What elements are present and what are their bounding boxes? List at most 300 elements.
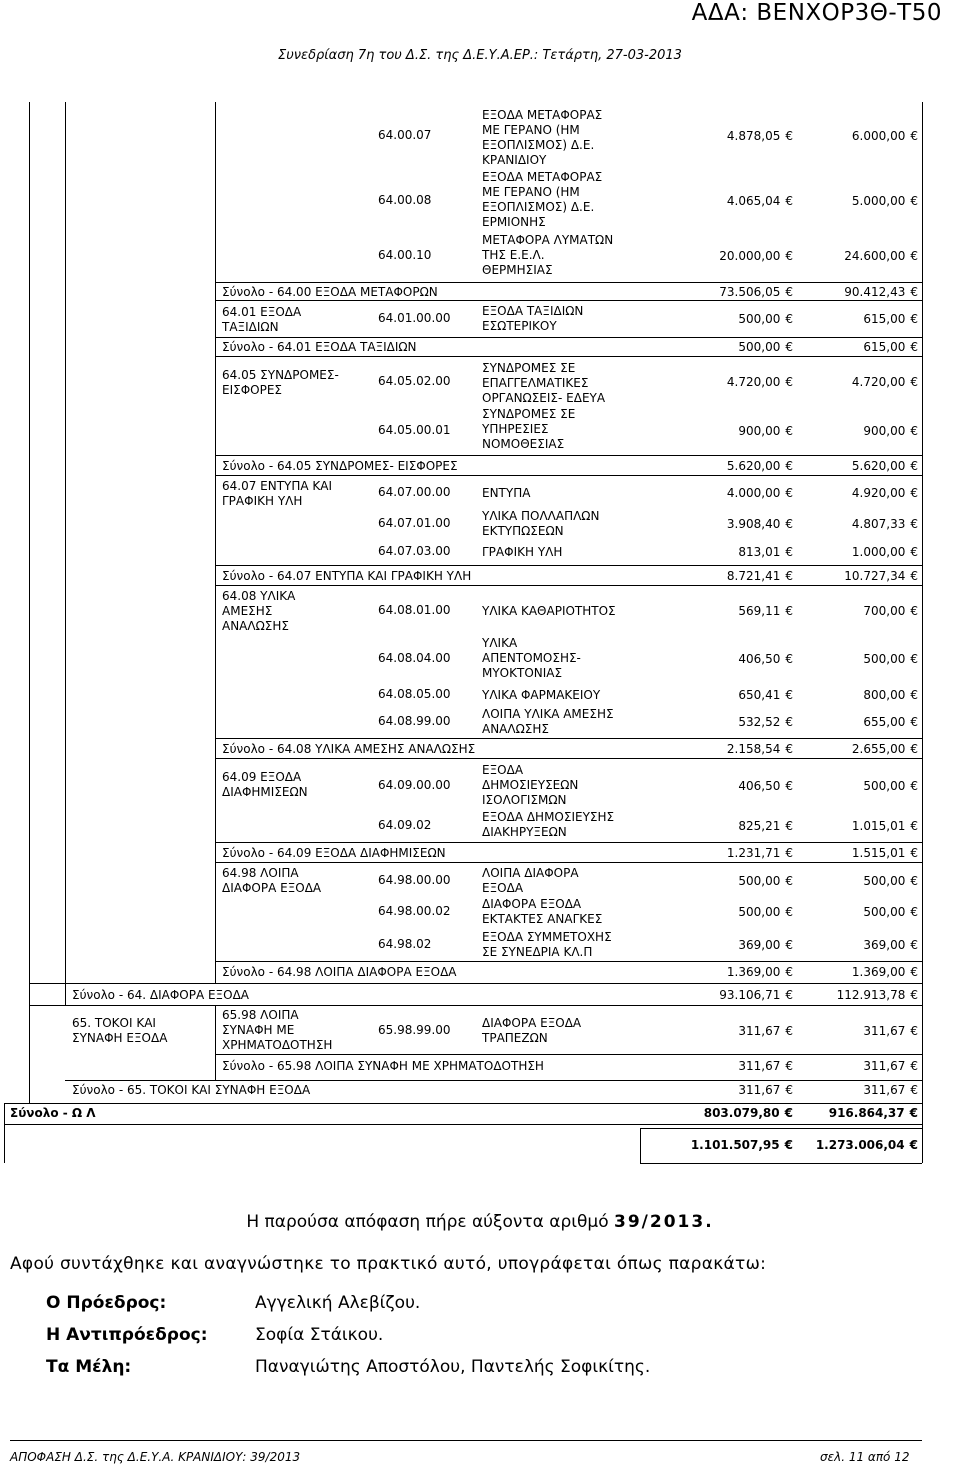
account-code: 64.98.00.00 xyxy=(378,873,451,887)
euro-icon: € xyxy=(785,905,793,919)
euro-icon: € xyxy=(784,1106,793,1120)
value-2013-amount: 800,00 xyxy=(863,688,906,702)
value-2012-amount: 500,00 xyxy=(738,312,781,326)
group-label: 65.98 ΛΟΙΠΑ xyxy=(222,1008,299,1022)
value-2012-amount: 4.720,00 xyxy=(726,375,781,389)
euro-icon: € xyxy=(910,819,918,833)
subtotal-label: Σύνολο - 65. ΤΟΚΟΙ ΚΑΙ ΣΥΝΑΦΗ ΕΞΟΔΑ xyxy=(72,1083,311,1097)
value-2012 xyxy=(727,459,793,474)
decision-line xyxy=(0,1212,960,1232)
account-code: 64.07.03.00 xyxy=(378,544,451,558)
account-description: ΑΝΑΛΩΣΗΣ xyxy=(482,722,549,736)
account-description: ΔΙΑΦΟΡΑ ΕΞΟΔΑ xyxy=(482,1016,582,1030)
value-2013 xyxy=(844,249,918,264)
account-description: ΕΞΟΠΛΙΣΜΟΣ) Δ.Ε. xyxy=(482,138,595,152)
account-code: 64.05.02.00 xyxy=(378,374,451,388)
value-2012-amount: 825,21 xyxy=(738,819,781,833)
account-description: ΔΗΜΟΣΙΕΥΣΕΩΝ xyxy=(482,778,579,792)
euro-icon: € xyxy=(910,988,918,1002)
row-divider xyxy=(640,1128,922,1129)
account-code: 65.98.99.00 xyxy=(378,1023,451,1037)
grand-total-2013-amount: 1.273.006,04 xyxy=(815,1138,905,1152)
column-divider xyxy=(215,1005,216,1080)
euro-icon: € xyxy=(910,375,918,389)
account-description: ΜΕ ΓΕΡΑΝΟ (ΗΜ xyxy=(482,185,580,199)
value-2013-amount: 5.620,00 xyxy=(851,459,906,473)
value-2012-amount: 1.369,00 xyxy=(726,965,781,979)
value-2013 xyxy=(863,874,918,889)
value-2013-amount: 6.000,00 xyxy=(851,129,906,143)
account-code: 64.05.00.01 xyxy=(378,423,451,437)
value-2012 xyxy=(704,1106,793,1121)
row-divider xyxy=(215,1054,922,1055)
signature-name-president: Αγγελική Αλεβίζου. xyxy=(255,1293,421,1313)
value-2013-amount: 4.720,00 xyxy=(851,375,906,389)
euro-icon: € xyxy=(785,819,793,833)
row-divider xyxy=(4,1103,922,1104)
account-description: ΜΕ ΓΕΡΑΝΟ (ΗΜ xyxy=(482,123,580,137)
row-divider xyxy=(29,983,922,984)
value-2012 xyxy=(738,1024,793,1039)
account-code: 64.07.00.00 xyxy=(378,485,451,499)
euro-icon: € xyxy=(785,194,793,208)
euro-icon: € xyxy=(785,779,793,793)
euro-icon: € xyxy=(910,424,918,438)
value-2012 xyxy=(738,652,793,667)
value-2012 xyxy=(738,340,793,355)
ada-header: ΑΔΑ: ΒΕΝΧΟΡ3Θ-Τ50 xyxy=(691,0,942,26)
column-divider xyxy=(65,102,66,1005)
row-divider xyxy=(65,1080,922,1081)
value-2012 xyxy=(738,1083,793,1098)
value-2013-amount: 500,00 xyxy=(863,779,906,793)
value-2013-amount: 90.412,43 xyxy=(844,285,906,299)
value-2013-amount: 4.920,00 xyxy=(851,486,906,500)
subtotal-label: Σύνολο - 64.01 ΕΞΟΔΑ ΤΑΞΙΔΙΩΝ xyxy=(222,340,417,354)
euro-icon: € xyxy=(785,1024,793,1038)
value-2012-amount: 311,67 xyxy=(738,1059,781,1073)
account-description: ΣΥΝΔΡΟΜΕΣ ΣΕ xyxy=(482,407,576,421)
value-2012-amount: 803.079,80 xyxy=(703,1106,780,1120)
account-description: ΛΟΙΠΑ ΔΙΑΦΟΡΑ xyxy=(482,866,579,880)
euro-icon: € xyxy=(910,486,918,500)
group-label: ΣΥΝΑΦΗ ΜΕ xyxy=(222,1023,295,1037)
euro-icon: € xyxy=(910,285,918,299)
euro-icon: € xyxy=(910,249,918,263)
account-description: ΓΡΑΦΙΚΗ ΥΛΗ xyxy=(482,545,563,559)
value-2012-amount: 500,00 xyxy=(738,874,781,888)
account-description: ΕΞΟΔΑ xyxy=(482,763,524,777)
row-divider xyxy=(215,475,922,476)
value-2012-amount: 532,52 xyxy=(738,715,781,729)
group-label: 64.08 ΥΛΙΚΑ xyxy=(222,589,296,603)
row-divider xyxy=(29,1005,922,1006)
account-description: ΕΞΟΔΑ ΤΑΞΙΔΙΩΝ xyxy=(482,304,584,318)
euro-icon: € xyxy=(785,652,793,666)
signature-role-president: Ο Πρόεδρος: xyxy=(46,1293,167,1313)
value-2012 xyxy=(727,517,793,532)
value-2012 xyxy=(727,846,793,861)
value-2013 xyxy=(852,459,918,474)
subtotal-label: Σύνολο - 64.07 ΕΝΤΥΠΑ ΚΑΙ ΓΡΑΦΙΚΗ ΥΛΗ xyxy=(222,569,472,583)
grand-total-2012-amount: 1.101.507,95 xyxy=(690,1138,780,1152)
value-2013 xyxy=(837,988,918,1003)
value-2013 xyxy=(863,688,918,703)
value-2012 xyxy=(738,545,793,560)
euro-icon: € xyxy=(785,846,793,860)
euro-icon: € xyxy=(910,194,918,208)
account-code: 64.08.99.00 xyxy=(378,714,451,728)
value-2013 xyxy=(844,569,918,584)
value-2012-amount: 4.000,00 xyxy=(726,486,781,500)
euro-icon: € xyxy=(785,988,793,1002)
account-description: ΕΣΩΤΕΡΙΚΟΥ xyxy=(482,319,557,333)
euro-icon: € xyxy=(909,1138,918,1152)
row-divider xyxy=(215,862,922,863)
account-code: 64.98.02 xyxy=(378,937,432,951)
value-2013-amount: 615,00 xyxy=(863,312,906,326)
value-2013 xyxy=(863,715,918,730)
account-description: ΔΙΑΚΗΡΥΞΕΩΝ xyxy=(482,825,567,839)
value-2012 xyxy=(719,285,793,300)
euro-icon: € xyxy=(910,846,918,860)
euro-icon: € xyxy=(910,1024,918,1038)
subtotal-label: Σύνολο - 64. ΔΙΑΦΟΡΑ ΕΞΟΔΑ xyxy=(72,988,250,1002)
value-2012-amount: 93.106,71 xyxy=(719,988,781,1002)
value-2012 xyxy=(738,905,793,920)
value-2012 xyxy=(738,938,793,953)
value-2012-amount: 406,50 xyxy=(738,652,781,666)
account-description: ΝΟΜΟΘΕΣΙΑΣ xyxy=(482,437,565,451)
group-label: ΓΡΑΦΙΚΗ ΥΛΗ xyxy=(222,494,303,508)
account-description: ΕΚΤΥΠΩΣΕΩΝ xyxy=(482,524,564,538)
value-2012 xyxy=(727,375,793,390)
account-description: ΥΛΙΚΑ ΚΑΘΑΡΙΟΤΗΤΟΣ xyxy=(482,604,616,618)
row-divider xyxy=(215,300,922,301)
subtotal-label: Σύνολο - 64.09 ΕΞΟΔΑ ΔΙΑΦΗΜΙΣΕΩΝ xyxy=(222,846,446,860)
account-description: ΟΡΓΑΝΩΣΕΙΣ- ΕΔΕΥΑ xyxy=(482,391,606,405)
value-2012-amount: 4.065,04 xyxy=(726,194,781,208)
column-divider xyxy=(4,1103,5,1163)
row-divider xyxy=(215,758,922,759)
value-2012-amount: 406,50 xyxy=(738,779,781,793)
value-2013 xyxy=(863,1059,918,1074)
value-2013-amount: 311,67 xyxy=(863,1083,906,1097)
euro-icon: € xyxy=(784,1138,793,1152)
value-2013-amount: 1.515,01 xyxy=(851,846,906,860)
euro-icon: € xyxy=(785,1083,793,1097)
value-2012-amount: 500,00 xyxy=(738,340,781,354)
euro-icon: € xyxy=(910,779,918,793)
value-2012 xyxy=(738,688,793,703)
value-2013-amount: 615,00 xyxy=(863,340,906,354)
value-2012 xyxy=(738,779,793,794)
signature-role-vice-president: Η Αντιπρόεδρος: xyxy=(46,1325,208,1345)
value-2012 xyxy=(719,249,793,264)
value-2012 xyxy=(727,129,793,144)
row-divider xyxy=(215,585,922,586)
account-description: ΑΠΕΝΤΟΜΟΣΗΣ- xyxy=(482,651,581,665)
column-divider xyxy=(215,102,216,983)
euro-icon: € xyxy=(910,742,918,756)
value-2012 xyxy=(727,965,793,980)
account-description: ΕΞΟΔΑ ΣΥΜΜΕΤΟΧΗΣ xyxy=(482,930,612,944)
value-2013 xyxy=(852,129,918,144)
row-divider xyxy=(215,961,922,962)
account-code: 64.01.00.00 xyxy=(378,311,451,325)
value-2013-amount: 5.000,00 xyxy=(851,194,906,208)
euro-icon: € xyxy=(785,249,793,263)
euro-icon: € xyxy=(785,604,793,618)
signature-role-members: Τα Μέλη: xyxy=(46,1357,132,1377)
value-2012-amount: 2.158,54 xyxy=(726,742,781,756)
account-code: 64.09.02 xyxy=(378,818,432,832)
value-2013 xyxy=(852,486,918,501)
value-2013-amount: 10.727,34 xyxy=(844,569,906,583)
subtotal-label: Σύνολο - 64.05 ΣΥΝΔΡΟΜΕΣ- ΕΙΣΦΟΡΕΣ xyxy=(222,459,458,473)
account-code: 64.98.00.02 xyxy=(378,904,451,918)
value-2013-amount: 311,67 xyxy=(863,1024,906,1038)
subtotal-label: Σύνολο - 64.98 ΛΟΙΠΑ ΔΙΑΦΟΡΑ ΕΞΟΔΑ xyxy=(222,965,457,979)
euro-icon: € xyxy=(910,340,918,354)
account-code: 64.08.05.00 xyxy=(378,687,451,701)
value-2012 xyxy=(727,742,793,757)
value-2012 xyxy=(727,194,793,209)
euro-icon: € xyxy=(910,652,918,666)
value-2013-amount: 1.015,01 xyxy=(851,819,906,833)
value-2012-amount: 569,11 xyxy=(738,604,781,618)
value-2012 xyxy=(738,1059,793,1074)
value-2012-amount: 369,00 xyxy=(738,938,781,952)
value-2012-amount: 900,00 xyxy=(738,424,781,438)
signed-text: Αφού συντάχθηκε και αναγνώστηκε το πρακτικό αυτό, υπογράφεται όπως παρακάτω: xyxy=(10,1254,767,1274)
euro-icon: € xyxy=(910,874,918,888)
group-label: ΔΙΑΦΗΜΙΣΕΩΝ xyxy=(222,785,308,799)
euro-icon: € xyxy=(785,424,793,438)
value-2012 xyxy=(738,874,793,889)
value-2012 xyxy=(738,715,793,730)
account-description: ΕΞΟΔΑ ΜΕΤΑΦΟΡΑΣ xyxy=(482,170,603,184)
subtotal-label: Σύνολο - 65.98 ΛΟΙΠΑ ΣΥΝΑΦΗ ΜΕ ΧΡΗΜΑΤΟΔΟΤΗΣΗ xyxy=(222,1059,544,1073)
value-2013-amount: 500,00 xyxy=(863,905,906,919)
value-2013 xyxy=(863,604,918,619)
value-2013 xyxy=(863,340,918,355)
group-label: ΣΥΝΑΦΗ ΕΞΟΔΑ xyxy=(72,1031,168,1045)
value-2012 xyxy=(738,424,793,439)
value-2013 xyxy=(852,194,918,209)
group-label: 64.98 ΛΟΙΠΑ xyxy=(222,866,299,880)
value-2013 xyxy=(844,285,918,300)
value-2013 xyxy=(863,652,918,667)
euro-icon: € xyxy=(910,905,918,919)
account-description: ΥΛΙΚΑ ΦΑΡΜΑΚΕΙΟΥ xyxy=(482,688,601,702)
value-2013 xyxy=(852,846,918,861)
value-2013 xyxy=(852,545,918,560)
account-code: 64.00.07 xyxy=(378,128,432,142)
value-2013-amount: 500,00 xyxy=(863,874,906,888)
row-divider xyxy=(4,1124,922,1125)
euro-icon: € xyxy=(910,604,918,618)
value-2013-amount: 900,00 xyxy=(863,424,906,438)
value-2012-amount: 4.878,05 xyxy=(726,129,781,143)
value-2012 xyxy=(727,486,793,501)
account-description: ΥΠΗΡΕΣΙΕΣ xyxy=(482,422,549,436)
row-divider xyxy=(640,1163,922,1164)
euro-icon: € xyxy=(910,1083,918,1097)
group-label: ΤΑΞΙΔΙΩΝ xyxy=(222,320,279,334)
grand-total-2012 xyxy=(691,1138,793,1153)
row-divider xyxy=(215,738,922,739)
account-description: ΚΡΑΝΙΔΙΟΥ xyxy=(482,153,547,167)
footer-rule xyxy=(10,1440,922,1441)
euro-icon: € xyxy=(785,285,793,299)
euro-icon: € xyxy=(785,129,793,143)
value-2013-amount: 112.913,78 xyxy=(836,988,906,1002)
group-label: ΕΙΣΦΟΡΕΣ xyxy=(222,383,282,397)
account-description: ΕΞΟΔΑ xyxy=(482,881,524,895)
session-header: Συνεδρίαση 7η του Δ.Σ. της Δ.Ε.Υ.Α.ΕΡ.: Τετάρτη, 27-03-2013 xyxy=(278,48,682,63)
euro-icon: € xyxy=(785,375,793,389)
group-label: ΑΜΕΣΗΣ xyxy=(222,604,273,618)
account-description: ΤΗΣ Ε.Ε.Λ. xyxy=(482,248,545,262)
value-2013-amount: 1.369,00 xyxy=(851,965,906,979)
value-2013-amount: 4.807,33 xyxy=(851,517,906,531)
value-2012-amount: 500,00 xyxy=(738,905,781,919)
euro-icon: € xyxy=(910,715,918,729)
group-label: 64.01 ΕΞΟΔΑ xyxy=(222,305,302,319)
group-label: 64.05 ΣΥΝΔΡΟΜΕΣ- xyxy=(222,368,339,382)
euro-icon: € xyxy=(910,545,918,559)
column-divider xyxy=(922,102,923,1163)
subtotal-label: Σύνολο - Ω Λ xyxy=(10,1106,96,1120)
group-label: 64.07 ΕΝΤΥΠΑ ΚΑΙ xyxy=(222,479,333,493)
account-code: 64.08.01.00 xyxy=(378,603,451,617)
account-code: 64.08.04.00 xyxy=(378,651,451,665)
grand-total-2013 xyxy=(816,1138,918,1153)
euro-icon: € xyxy=(785,1059,793,1073)
value-2012 xyxy=(738,312,793,327)
euro-icon: € xyxy=(910,965,918,979)
euro-icon: € xyxy=(785,715,793,729)
account-description: ΣΕ ΣΥΝΕΔΡΙΑ ΚΛ.Π xyxy=(482,945,593,959)
group-label: ΧΡΗΜΑΤΟΔΟΤΗΣΗ xyxy=(222,1038,333,1052)
account-description: ΥΛΙΚΑ xyxy=(482,636,518,650)
value-2013 xyxy=(863,905,918,920)
euro-icon: € xyxy=(785,517,793,531)
euro-icon: € xyxy=(910,129,918,143)
value-2013 xyxy=(852,965,918,980)
euro-icon: € xyxy=(785,459,793,473)
account-description: ΛΟΙΠΑ ΥΛΙΚΑ ΑΜΕΣΗΣ xyxy=(482,707,614,721)
value-2012-amount: 311,67 xyxy=(738,1024,781,1038)
value-2013-amount: 311,67 xyxy=(863,1059,906,1073)
footer-document-ref: ΑΠΟΦΑΣΗ Δ.Σ. της Δ.Ε.Υ.Α. ΚΡΑΝΙΔΙΟΥ: 39/2013 xyxy=(10,1450,301,1464)
account-description: ΜΕΤΑΦΟΡΑ ΛΥΜΑΤΩΝ xyxy=(482,233,614,247)
row-divider xyxy=(215,455,922,456)
account-code: 64.00.08 xyxy=(378,193,432,207)
value-2013 xyxy=(852,819,918,834)
value-2013-amount: 24.600,00 xyxy=(844,249,906,263)
account-code: 64.09.00.00 xyxy=(378,778,451,792)
euro-icon: € xyxy=(785,569,793,583)
euro-icon: € xyxy=(785,340,793,354)
column-divider xyxy=(640,1128,641,1163)
account-description: ΣΥΝΔΡΟΜΕΣ ΣΕ xyxy=(482,361,576,375)
value-2012-amount: 5.620,00 xyxy=(726,459,781,473)
account-description: ΕΞΟΔΑ ΔΗΜΟΣΙΕΥΣΗΣ xyxy=(482,810,615,824)
group-label: 64.09 ΕΞΟΔΑ xyxy=(222,770,302,784)
value-2013 xyxy=(829,1106,918,1121)
euro-icon: € xyxy=(785,688,793,702)
decision-number: 39/2013. xyxy=(614,1212,714,1232)
euro-icon: € xyxy=(910,688,918,702)
euro-icon: € xyxy=(910,312,918,326)
account-description: ΕΡΜΙΟΝΗΣ xyxy=(482,215,546,229)
value-2012 xyxy=(727,569,793,584)
value-2013-amount: 700,00 xyxy=(863,604,906,618)
euro-icon: € xyxy=(910,1059,918,1073)
row-divider xyxy=(215,282,922,283)
value-2012-amount: 813,01 xyxy=(738,545,781,559)
value-2013-amount: 500,00 xyxy=(863,652,906,666)
account-description: ΙΣΟΛΟΓΙΣΜΩΝ xyxy=(482,793,567,807)
value-2012-amount: 311,67 xyxy=(738,1083,781,1097)
row-divider xyxy=(215,565,922,566)
group-label: 65. ΤΟΚΟΙ ΚΑΙ xyxy=(72,1016,156,1030)
value-2013 xyxy=(863,779,918,794)
signature-name-members: Παναγιώτης Αποστόλου, Παντελής Σοφικίτης. xyxy=(255,1357,651,1377)
euro-icon: € xyxy=(910,459,918,473)
footer-page-number: σελ. 11 από 12 xyxy=(820,1450,910,1464)
euro-icon: € xyxy=(785,874,793,888)
euro-icon: € xyxy=(785,545,793,559)
value-2013 xyxy=(863,938,918,953)
value-2012-amount: 73.506,05 xyxy=(719,285,781,299)
account-description: ΜΥΟΚΤΟΝΙΑΣ xyxy=(482,666,563,680)
row-divider xyxy=(215,356,922,357)
column-divider xyxy=(29,102,30,1103)
value-2013 xyxy=(852,375,918,390)
account-description: ΔΙΑΦΟΡΑ ΕΞΟΔΑ xyxy=(482,897,582,911)
account-description: ΕΚΤΑΚΤΕΣ ΑΝΑΓΚΕΣ xyxy=(482,912,603,926)
euro-icon: € xyxy=(785,486,793,500)
decision-prefix: Η παρούσα απόφαση πήρε αύξοντα αριθμό xyxy=(246,1212,609,1232)
subtotal-label: Σύνολο - 64.08 ΥΛΙΚΑ ΑΜΕΣΗΣ ΑΝΑΛΩΣΗΣ xyxy=(222,742,476,756)
value-2012-amount: 3.908,40 xyxy=(726,517,781,531)
account-description: ΕΞΟΔΑ ΜΕΤΑΦΟΡΑΣ xyxy=(482,108,603,122)
value-2013 xyxy=(863,1083,918,1098)
value-2013-amount: 1.000,00 xyxy=(851,545,906,559)
group-label: ΔΙΑΦΟΡΑ ΕΞΟΔΑ xyxy=(222,881,322,895)
value-2012-amount: 650,41 xyxy=(738,688,781,702)
euro-icon: € xyxy=(910,569,918,583)
euro-icon: € xyxy=(785,312,793,326)
row-divider xyxy=(215,842,922,843)
account-code: 64.00.10 xyxy=(378,248,432,262)
account-description: ΘΕΡΜΗΣΙΑΣ xyxy=(482,263,553,277)
euro-icon: € xyxy=(785,742,793,756)
account-description: ΥΛΙΚΑ ΠΟΛΛΑΠΛΩΝ xyxy=(482,509,600,523)
value-2013 xyxy=(863,424,918,439)
signature-name-vice-president: Σοφία Στάικου. xyxy=(255,1325,384,1345)
account-description: ΕΞΟΠΛΙΣΜΟΣ) Δ.Ε. xyxy=(482,200,595,214)
value-2012-amount: 8.721,41 xyxy=(726,569,781,583)
euro-icon: € xyxy=(785,965,793,979)
account-description: ΕΝΤΥΠΑ xyxy=(482,486,531,500)
value-2012 xyxy=(738,819,793,834)
account-description: ΕΠΑΓΓΕΛΜΑΤΙΚΕΣ xyxy=(482,376,589,390)
value-2013 xyxy=(863,312,918,327)
